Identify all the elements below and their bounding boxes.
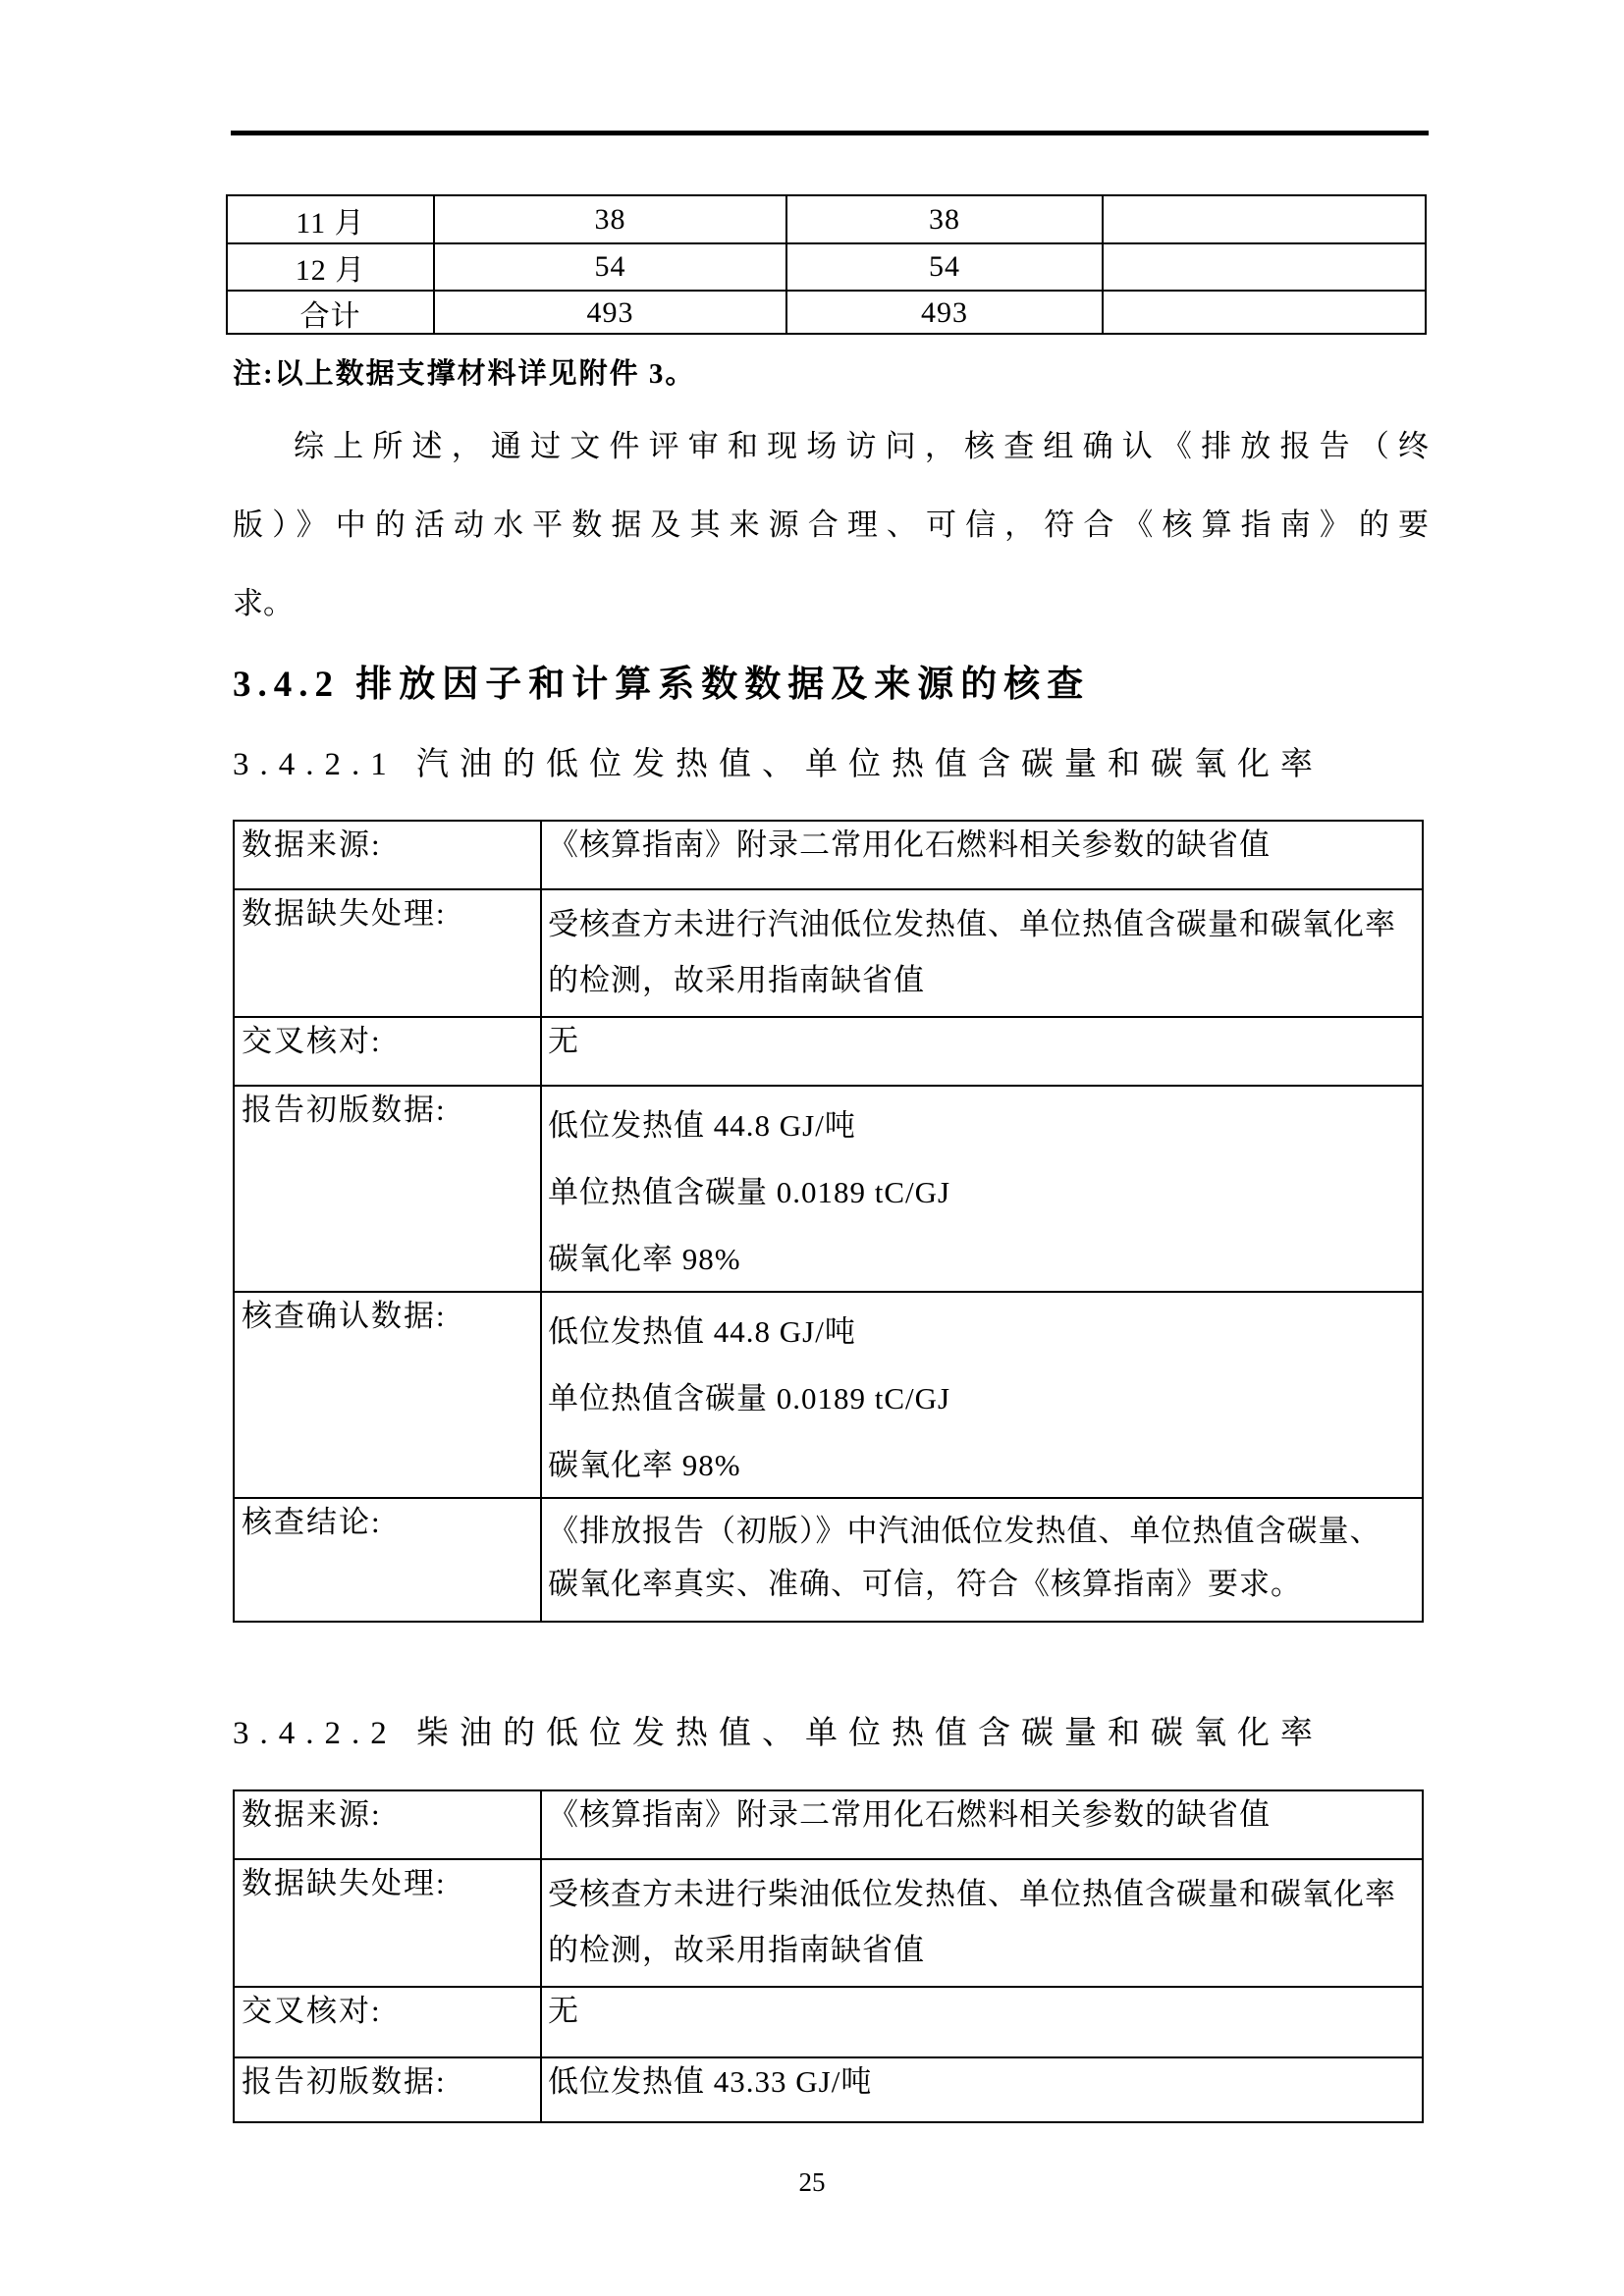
section-heading-3422: 3.4.2.2 柴油的低位发热值、单位热值含碳量和碳氧化率 — [233, 1716, 1324, 1751]
content-line: 《核算指南》附录二常用化石燃料相关参数的缺省值 — [548, 828, 1271, 862]
table-row-total — [228, 292, 1425, 335]
row-label: 交叉核对: — [235, 1018, 542, 1085]
content-line: 碳氧化率真实、准确、可信，符合《核算指南》要求。 — [548, 1567, 1302, 1601]
content-line: 无 — [548, 1994, 579, 2028]
row-label: 报告初版数据: — [235, 2058, 542, 2123]
table-cell — [1104, 244, 1425, 290]
table-cell — [1104, 196, 1425, 242]
table-row-initial-report-data — [235, 2058, 1422, 2123]
table-note: 注:以上数据支撑材料详见附件 3。 — [233, 358, 696, 390]
diesel-verification-table — [233, 1789, 1424, 2123]
table-cell: 38 — [435, 196, 787, 242]
page-header-rule — [231, 131, 1429, 135]
row-label: 核查确认数据: — [235, 1293, 542, 1497]
table-row-conclusion — [235, 1499, 1422, 1623]
table-cell: 54 — [435, 244, 787, 290]
content-line: 单位热值含碳量 0.0189 tC/GJ — [548, 1175, 951, 1209]
table-cell: 54 — [787, 244, 1104, 290]
table-row-data-source — [235, 822, 1422, 890]
summary-paragraph — [233, 407, 1429, 643]
content-line: 受核查方未进行汽油低位发热值、单位热值含碳量和碳氧化率 — [548, 907, 1396, 941]
content-line: 《核算指南》附录二常用化石燃料相关参数的缺省值 — [548, 1797, 1271, 1832]
content-line: 单位热值含碳量 0.0189 tC/GJ — [548, 1381, 951, 1415]
paragraph-line: 求。 — [233, 586, 294, 620]
content-line: 碳氧化率 98% — [548, 1242, 741, 1276]
table-row-cross-check — [235, 1018, 1422, 1087]
row-content — [542, 1860, 1422, 1986]
gasoline-verification-table — [233, 820, 1424, 1623]
content-line: 低位发热值 44.8 GJ/吨 — [548, 1108, 856, 1143]
content-line: 碳氧化率 98% — [548, 1448, 741, 1482]
row-content — [542, 1018, 1422, 1085]
content-line: 无 — [548, 1024, 579, 1058]
table-row-cross-check — [235, 1988, 1422, 2058]
table-row — [228, 244, 1425, 292]
section-heading-342: 3.4.2 排放因子和计算系数数据及来源的核查 — [233, 665, 1091, 705]
content-line: 低位发热值 44.8 GJ/吨 — [548, 1314, 856, 1349]
table-row-missing-data — [235, 1860, 1422, 1988]
table-cell: 12 月 — [228, 244, 435, 290]
table-row-initial-report-data — [235, 1087, 1422, 1293]
paragraph-line: 版）》中的活动水平数据及其来源合理、可信，符合《核算指南》的要 — [233, 507, 1429, 542]
table-row-verified-data — [235, 1293, 1422, 1499]
row-label: 核查结论: — [235, 1499, 542, 1623]
table-row-missing-data — [235, 890, 1422, 1018]
row-label: 交叉核对: — [235, 1988, 542, 2056]
row-content — [542, 822, 1422, 888]
table-cell — [1104, 292, 1425, 335]
row-content — [542, 1988, 1422, 2056]
content-line: 《排放报告（初版）》中汽油低位发热值、单位热值含碳量、 — [548, 1514, 1381, 1548]
row-label: 数据来源: — [235, 822, 542, 888]
content-line: 的检测，故采用指南缺省值 — [548, 963, 925, 997]
row-label: 数据缺失处理: — [235, 1860, 542, 1986]
table-cell: 493 — [787, 292, 1104, 335]
row-label: 数据来源: — [235, 1791, 542, 1858]
table-cell: 11 月 — [228, 196, 435, 242]
row-label: 数据缺失处理: — [235, 890, 542, 1016]
table-cell: 38 — [787, 196, 1104, 242]
content-line: 受核查方未进行柴油低位发热值、单位热值含碳量和碳氧化率 — [548, 1877, 1396, 1911]
row-content — [542, 1499, 1422, 1623]
row-label: 报告初版数据: — [235, 1087, 542, 1291]
page-number: 25 — [798, 2167, 826, 2197]
content-line: 低位发热值 43.33 GJ/吨 — [548, 2064, 873, 2099]
row-content — [542, 1791, 1422, 1858]
table-row-data-source — [235, 1791, 1422, 1860]
row-content — [542, 1293, 1422, 1497]
paragraph-line: 综上所述，通过文件评审和现场访问，核查组确认《排放报告（终 — [294, 429, 1429, 463]
months-summary-table — [226, 194, 1427, 335]
row-content — [542, 890, 1422, 1016]
section-heading-3421: 3.4.2.1 汽油的低位发热值、单位热值含碳量和碳氧化率 — [233, 747, 1324, 782]
row-content — [542, 1087, 1422, 1291]
table-cell: 合计 — [228, 292, 435, 335]
row-content — [542, 2058, 1422, 2123]
table-cell: 493 — [435, 292, 787, 335]
table-row — [228, 196, 1425, 244]
content-line: 的检测，故采用指南缺省值 — [548, 1933, 925, 1967]
